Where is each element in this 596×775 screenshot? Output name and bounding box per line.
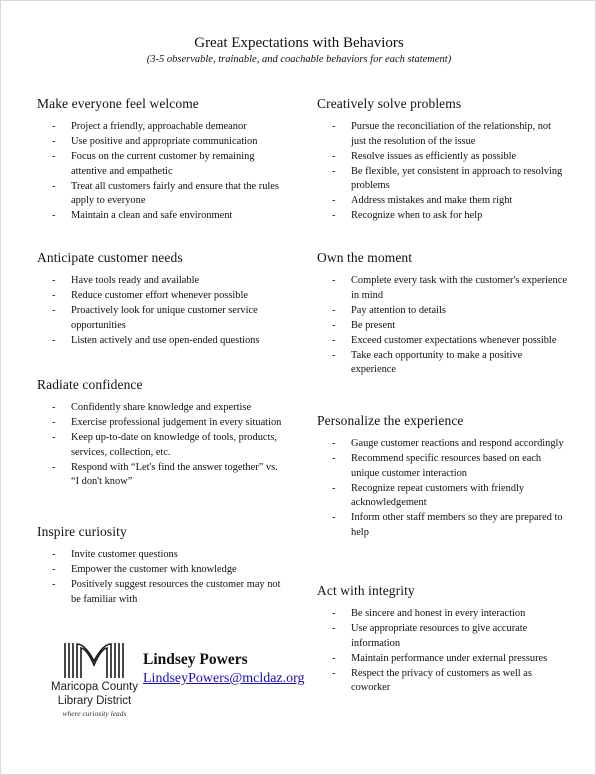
behavior-list [37, 274, 287, 348]
list-item: - Keep up-to-date on knowledge of tools, products, services, collection, etc. [52, 431, 287, 460]
list-item: - Recognize when to ask for help [332, 209, 567, 224]
section-heading: Make everyone feel welcome [37, 96, 199, 111]
library-columns-logo-icon [61, 641, 127, 679]
list-item: - Use appropriate resources to give accurate information [332, 622, 567, 651]
behavior-list [37, 548, 287, 607]
section-own-the-moment [317, 250, 567, 378]
contact-email-link[interactable]: LindseyPowers@mcldaz.org [143, 671, 305, 686]
list-item: - Proactively look for unique customer service opportunities [52, 304, 287, 333]
list-item: - Exceed customer expectations whenever possible [332, 334, 567, 349]
list-item: - Invite customer questions [52, 548, 287, 563]
section-heading: Personalize the experience [317, 413, 464, 428]
section-heading: Anticipate customer needs [37, 250, 183, 265]
behavior-list [317, 120, 567, 224]
list-item: - Empower the customer with knowledge [52, 563, 287, 578]
list-item: - Respect the privacy of customers as well as coworker [332, 667, 567, 696]
list-item: - Focus on the current customer by remaining attentive and empathetic [52, 150, 287, 179]
logo-tagline: where curiosity leads [62, 709, 127, 718]
section-anticipate-customer-needs [37, 250, 287, 349]
list-item: - Exercise professional judgement in every situation [52, 416, 287, 431]
contact-name: Lindsey Powers [143, 651, 248, 668]
section-heading: Creatively solve problems [317, 96, 462, 111]
section-heading: Act with integrity [317, 583, 415, 598]
list-item: - Respond with “Let's find the answer together” vs. “I don't know” [52, 461, 287, 490]
list-item: - Maintain a clean and safe environment [52, 209, 287, 224]
section-make-everyone-feel-welcome [37, 96, 287, 224]
page-title: Great Expectations with Behaviors [194, 35, 404, 51]
list-item: - Recognize repeat customers with friendly acknowledgement [332, 482, 567, 511]
section-heading: Own the moment [317, 250, 413, 265]
behavior-list [317, 274, 567, 378]
section-act-with-integrity [317, 583, 567, 696]
list-item: - Use positive and appropriate communication [52, 135, 287, 150]
section-creatively-solve-problems [317, 96, 567, 224]
list-item: - Have tools ready and available [52, 274, 287, 289]
contact-block [143, 651, 305, 687]
section-heading: Inspire curiosity [37, 524, 127, 539]
list-item: - Be flexible, yet consistent in approach to resolving problems [332, 165, 567, 194]
list-item: - Be present [332, 319, 567, 334]
list-item: - Positively suggest resources the customer may not be familiar with [52, 578, 287, 607]
list-item: - Pursue the reconciliation of the relationship, not just the resolution of the issue [332, 120, 567, 149]
list-item: - Reduce customer effort whenever possible [52, 289, 287, 304]
behavior-list [37, 401, 287, 490]
list-item: - Inform other staff members so they are prepared to help [332, 511, 567, 540]
behavior-list [37, 120, 287, 224]
behavior-list [317, 607, 567, 696]
list-item: - Listen actively and use open-ended questions [52, 334, 287, 349]
behavior-list [317, 437, 567, 540]
list-item: - Recommend specific resources based on each unique customer interaction [332, 452, 567, 481]
section-heading: Radiate confidence [37, 377, 143, 392]
logo-name-line1: Maricopa County [51, 681, 138, 693]
list-item: - Complete every task with the customer's experience in mind [332, 274, 567, 303]
list-item: - Gauge customer reactions and respond accordingly [332, 437, 567, 452]
list-item: - Maintain performance under external pressures [332, 652, 567, 667]
list-item: - Confidently share knowledge and expertise [52, 401, 287, 416]
list-item: - Resolve issues as efficiently as possible [332, 150, 567, 165]
list-item: - Address mistakes and make them right [332, 194, 567, 209]
section-inspire-curiosity [37, 524, 287, 608]
list-item: - Pay attention to details [332, 304, 567, 319]
list-item: - Treat all customers fairly and ensure that the rules apply to everyone [52, 180, 287, 209]
list-item: - Take each opportunity to make a positive experience [332, 349, 567, 378]
list-item: - Be sincere and honest in every interaction [332, 607, 567, 622]
list-item: - Project a friendly, approachable demeanor [52, 120, 287, 135]
page-subtitle: (3-5 observable, trainable, and coachable behaviors for each statement) [146, 54, 452, 65]
section-personalize-the-experience [317, 413, 567, 541]
library-district-logo [47, 641, 142, 718]
logo-name-line2: Library District [57, 695, 132, 707]
section-radiate-confidence [37, 377, 287, 490]
